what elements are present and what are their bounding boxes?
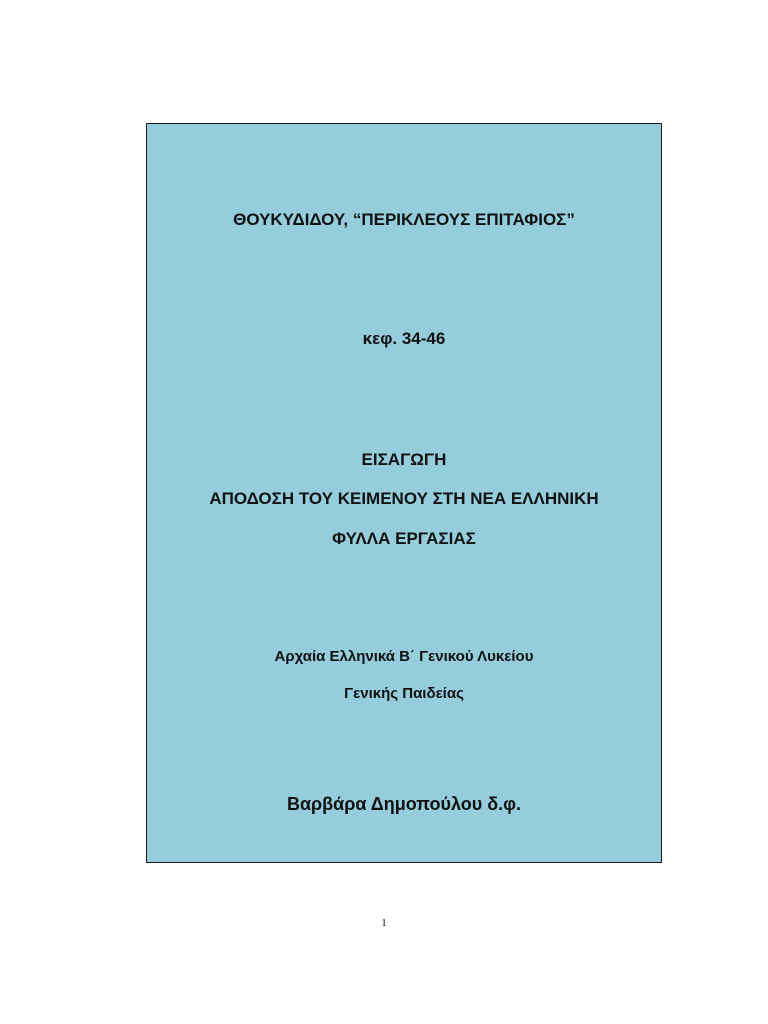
section-worksheets: ΦΥΛΛΑ ΕΡΓΑΣΙΑΣ [332,529,476,548]
page-number: 1 [381,917,387,929]
course-name: Αρχαία Ελληνικά Β΄ Γενικού Λυκείου [274,648,534,665]
author-name: Βαρβάρα Δημοπούλου δ.φ. [286,794,522,814]
section-introduction: ΕΙΣΑΓΩΓΗ [361,450,447,469]
document-title: ΘΟΥΚΥΔΙΔΟΥ, “ΠΕΡΙΚΛΕΟΥΣ ΕΠΙΤΑΦΙΟΣ” [233,210,575,229]
cover-box [146,123,662,863]
chapter-range: κεφ. 34-46 [362,329,446,348]
section-translation: ΑΠΟΔΟΣΗ ΤΟΥ ΚΕΙΜΕΝΟΥ ΣΤΗ ΝΕΑ ΕΛΛΗΝΙΚΗ [209,489,599,508]
course-type: Γενικής Παιδείας [344,685,464,702]
